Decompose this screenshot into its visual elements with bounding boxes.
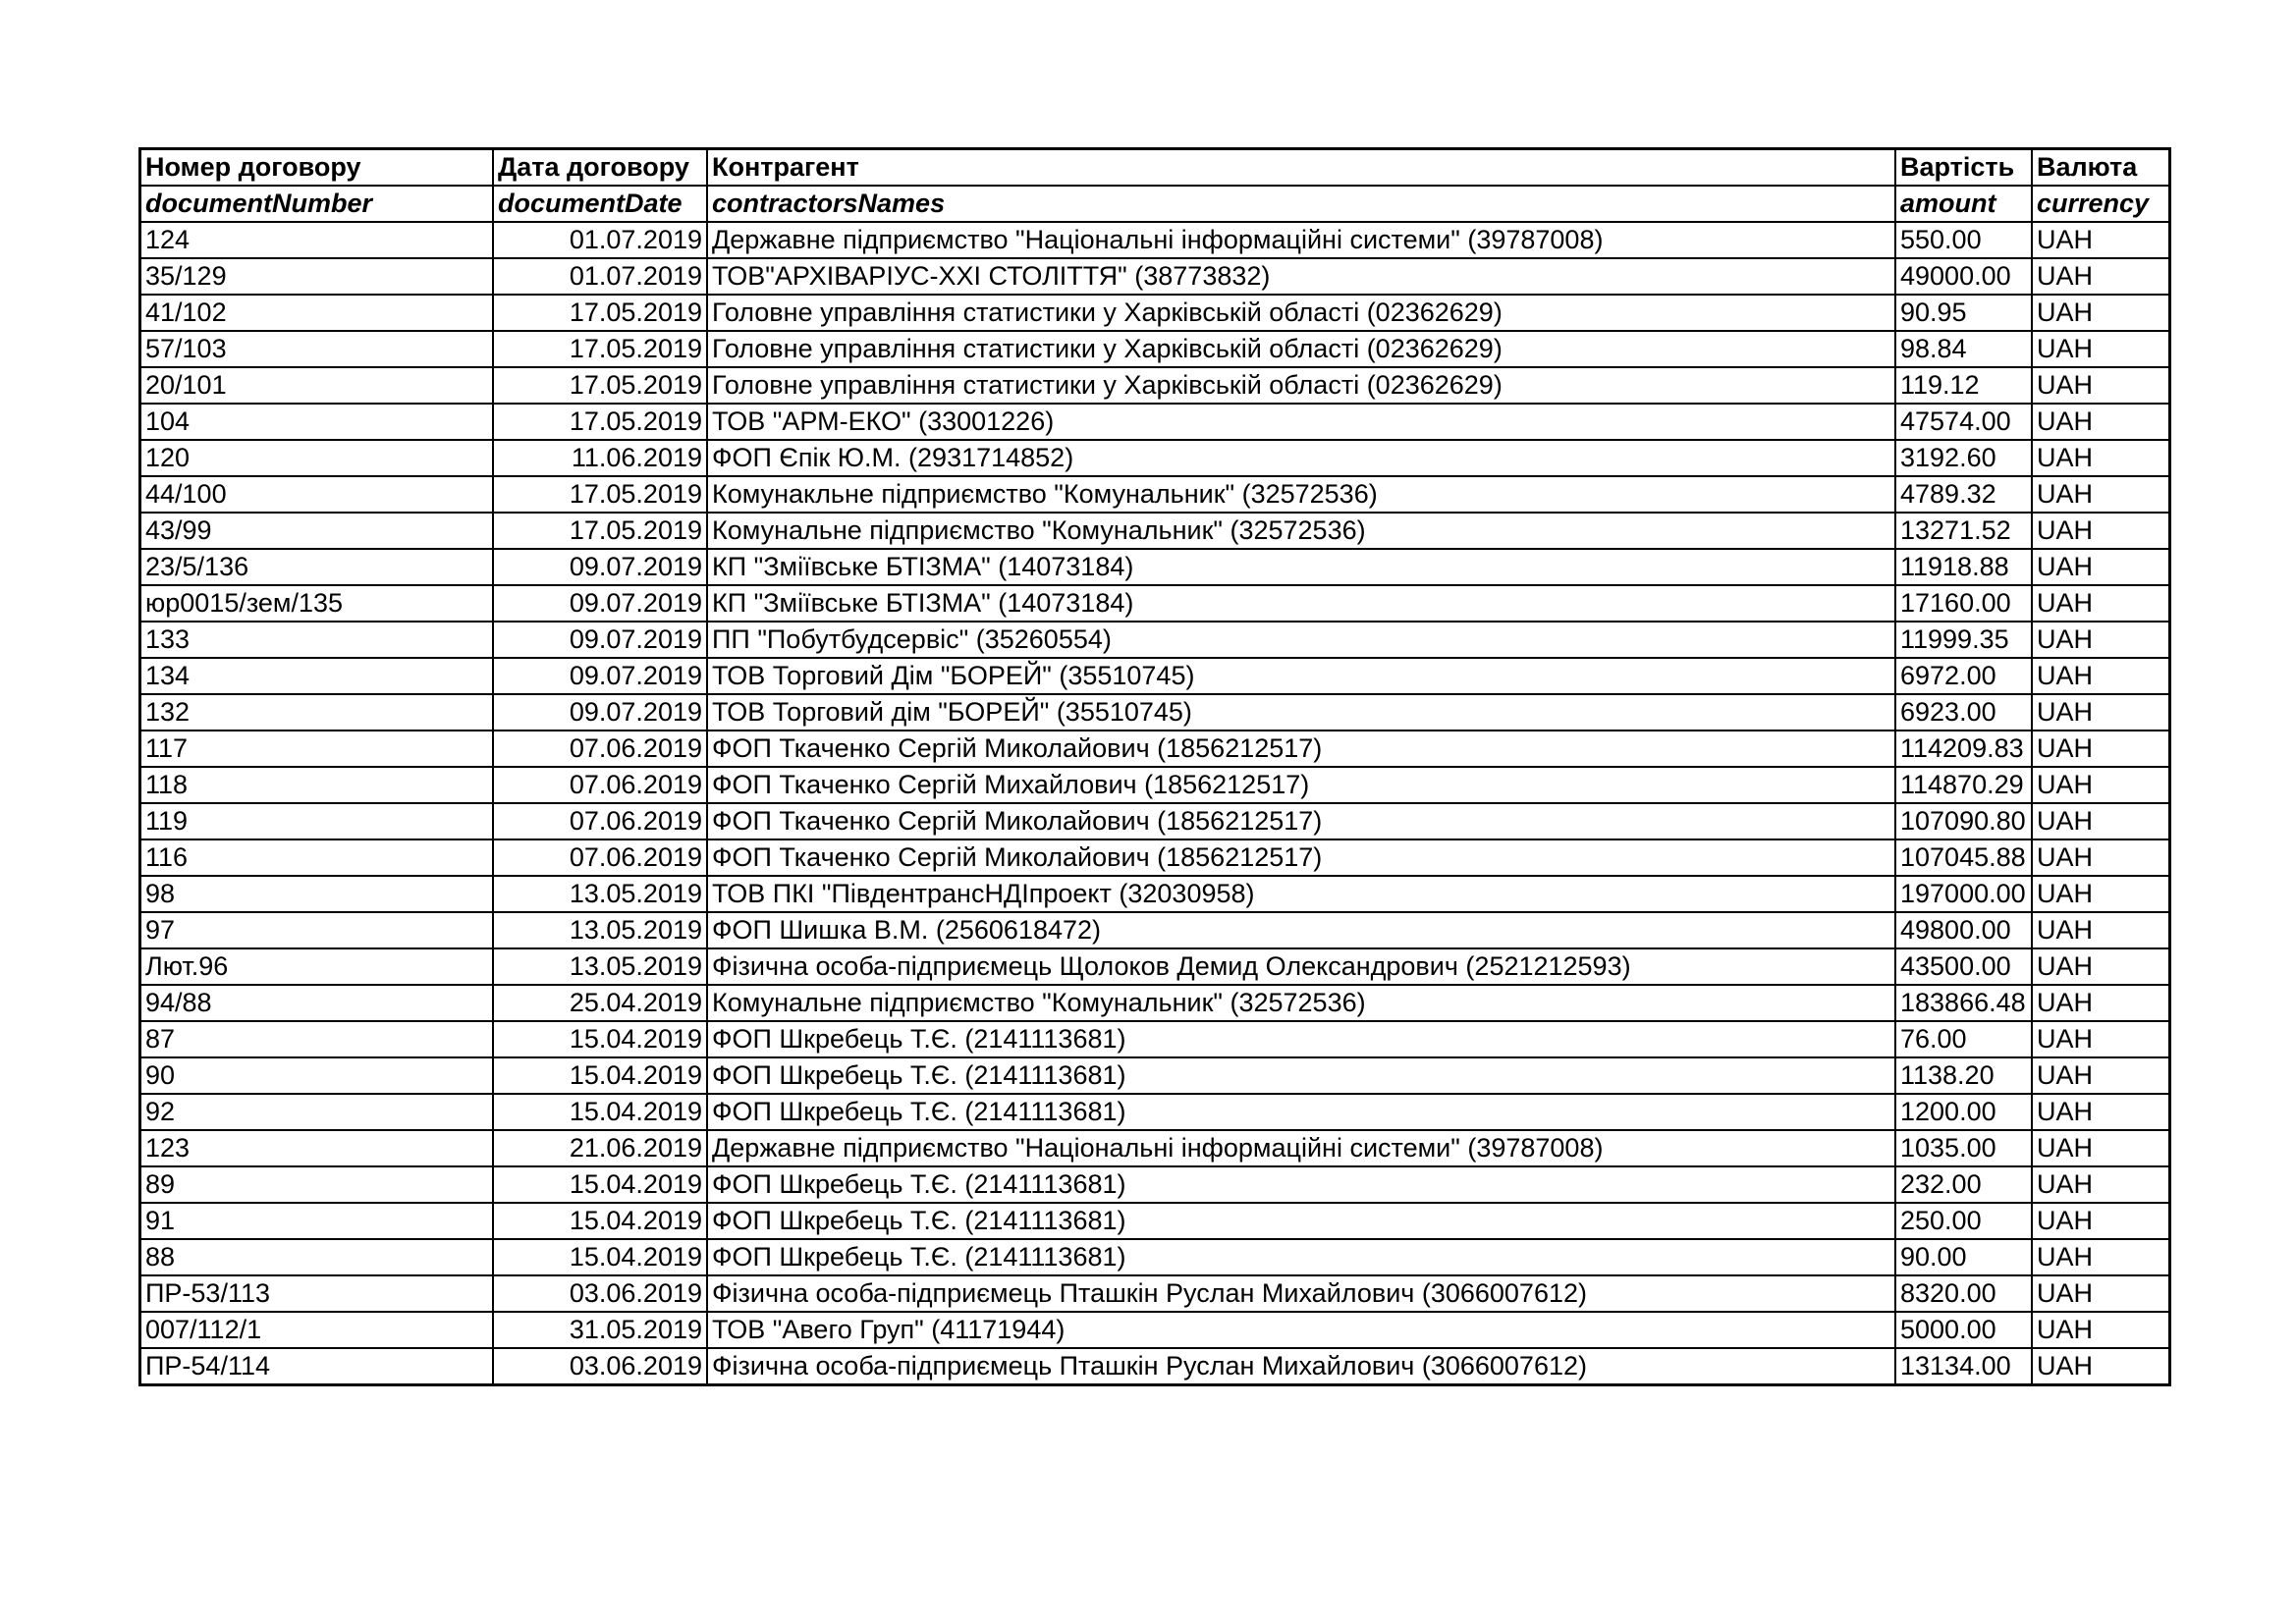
cell-amount: 250.00 bbox=[1895, 1203, 2032, 1239]
table-row bbox=[140, 1312, 2169, 1348]
cell-document-date: 11.06.2019 bbox=[493, 440, 707, 476]
cell-document-number: 123 bbox=[140, 1130, 493, 1166]
cell-amount: 550.00 bbox=[1895, 222, 2032, 258]
cell-contractor: Головне управління статистики у Харківській області (02362629) bbox=[707, 295, 1895, 331]
cell-document-date: 17.05.2019 bbox=[493, 513, 707, 549]
cell-document-number: ПР-54/114 bbox=[140, 1348, 493, 1384]
cell-currency: UAH bbox=[2032, 694, 2169, 731]
field-document-date: documentDate bbox=[493, 186, 707, 222]
cell-contractor: ФОП Шкребець Т.Є. (2141113681) bbox=[707, 1021, 1895, 1057]
header-document-number: Номер договору bbox=[140, 149, 493, 186]
cell-document-date: 31.05.2019 bbox=[493, 1312, 707, 1348]
header-row-labels bbox=[140, 149, 2169, 186]
cell-document-date: 17.05.2019 bbox=[493, 367, 707, 404]
table-row bbox=[140, 1166, 2169, 1203]
table-row bbox=[140, 295, 2169, 331]
cell-amount: 114870.29 bbox=[1895, 767, 2032, 803]
cell-amount: 1200.00 bbox=[1895, 1094, 2032, 1130]
cell-currency: UAH bbox=[2032, 948, 2169, 985]
table-row bbox=[140, 331, 2169, 367]
cell-document-number: 98 bbox=[140, 876, 493, 912]
cell-document-number: 90 bbox=[140, 1057, 493, 1094]
cell-currency: UAH bbox=[2032, 985, 2169, 1021]
cell-document-number: 94/88 bbox=[140, 985, 493, 1021]
table-row bbox=[140, 985, 2169, 1021]
cell-currency: UAH bbox=[2032, 1348, 2169, 1384]
cell-currency: UAH bbox=[2032, 258, 2169, 295]
cell-currency: UAH bbox=[2032, 1130, 2169, 1166]
cell-amount: 11999.35 bbox=[1895, 622, 2032, 658]
table-row bbox=[140, 222, 2169, 258]
cell-currency: UAH bbox=[2032, 331, 2169, 367]
cell-contractor: ФОП Шкребець Т.Є. (2141113681) bbox=[707, 1057, 1895, 1094]
table-row bbox=[140, 912, 2169, 948]
cell-amount: 76.00 bbox=[1895, 1021, 2032, 1057]
cell-amount: 90.00 bbox=[1895, 1239, 2032, 1275]
cell-amount: 1138.20 bbox=[1895, 1057, 2032, 1094]
cell-currency: UAH bbox=[2032, 839, 2169, 876]
field-amount: amount bbox=[1895, 186, 2032, 222]
cell-amount: 13271.52 bbox=[1895, 513, 2032, 549]
cell-amount: 49800.00 bbox=[1895, 912, 2032, 948]
cell-document-date: 07.06.2019 bbox=[493, 839, 707, 876]
table-row bbox=[140, 622, 2169, 658]
cell-contractor: ТОВ ПКІ "ПівдентрансНДІпроект (32030958) bbox=[707, 876, 1895, 912]
cell-amount: 107090.80 bbox=[1895, 803, 2032, 839]
field-document-number: documentNumber bbox=[140, 186, 493, 222]
cell-contractor: ФОП Шкребець Т.Є. (2141113681) bbox=[707, 1203, 1895, 1239]
cell-currency: UAH bbox=[2032, 440, 2169, 476]
table-row bbox=[140, 731, 2169, 767]
table-row bbox=[140, 948, 2169, 985]
table-row bbox=[140, 1348, 2169, 1384]
cell-amount: 90.95 bbox=[1895, 295, 2032, 331]
cell-document-number: 88 bbox=[140, 1239, 493, 1275]
cell-currency: UAH bbox=[2032, 1203, 2169, 1239]
header-amount: Вартість bbox=[1895, 149, 2032, 186]
cell-amount: 197000.00 bbox=[1895, 876, 2032, 912]
cell-contractor: Державне підприємство "Національні інформаційні системи" (39787008) bbox=[707, 222, 1895, 258]
cell-contractor: ФОП Ткаченко Сергій Миколайович (1856212517) bbox=[707, 839, 1895, 876]
cell-currency: UAH bbox=[2032, 404, 2169, 440]
cell-contractor: ФОП Єпік Ю.М. (2931714852) bbox=[707, 440, 1895, 476]
cell-document-date: 13.05.2019 bbox=[493, 948, 707, 985]
cell-currency: UAH bbox=[2032, 622, 2169, 658]
cell-currency: UAH bbox=[2032, 767, 2169, 803]
cell-contractor: ФОП Шкребець Т.Є. (2141113681) bbox=[707, 1239, 1895, 1275]
cell-contractor: ТОВ Торговий Дім "БОРЕЙ" (35510745) bbox=[707, 658, 1895, 694]
cell-contractor: ТОВ"АРХІВАРІУС-XXI СТОЛІТТЯ" (38773832) bbox=[707, 258, 1895, 295]
cell-amount: 98.84 bbox=[1895, 331, 2032, 367]
table-row bbox=[140, 440, 2169, 476]
cell-document-number: 35/129 bbox=[140, 258, 493, 295]
cell-document-number: 117 bbox=[140, 731, 493, 767]
cell-document-date: 15.04.2019 bbox=[493, 1021, 707, 1057]
cell-document-number: 92 bbox=[140, 1094, 493, 1130]
cell-contractor: ФОП Шишка В.М. (2560618472) bbox=[707, 912, 1895, 948]
cell-document-number: 007/112/1 bbox=[140, 1312, 493, 1348]
cell-amount: 6923.00 bbox=[1895, 694, 2032, 731]
cell-document-date: 07.06.2019 bbox=[493, 731, 707, 767]
cell-contractor: Головне управління статистики у Харківській області (02362629) bbox=[707, 367, 1895, 404]
cell-document-number: 133 bbox=[140, 622, 493, 658]
cell-amount: 47574.00 bbox=[1895, 404, 2032, 440]
table-row bbox=[140, 1203, 2169, 1239]
cell-contractor: ФОП Ткаченко Сергій Михайлович (1856212517) bbox=[707, 767, 1895, 803]
table-body bbox=[140, 222, 2169, 1384]
cell-contractor: ФОП Шкребець Т.Є. (2141113681) bbox=[707, 1094, 1895, 1130]
cell-document-date: 15.04.2019 bbox=[493, 1239, 707, 1275]
cell-contractor: ФОП Шкребець Т.Є. (2141113681) bbox=[707, 1166, 1895, 1203]
table-row bbox=[140, 1275, 2169, 1312]
table-row bbox=[140, 513, 2169, 549]
cell-amount: 232.00 bbox=[1895, 1166, 2032, 1203]
cell-document-date: 03.06.2019 bbox=[493, 1348, 707, 1384]
cell-document-date: 13.05.2019 bbox=[493, 876, 707, 912]
cell-contractor: Комунальне підприємство "Комунальник" (32572536) bbox=[707, 513, 1895, 549]
cell-document-number: 104 bbox=[140, 404, 493, 440]
cell-currency: UAH bbox=[2032, 222, 2169, 258]
cell-contractor: ТОВ "Авего Груп" (41171944) bbox=[707, 1312, 1895, 1348]
cell-amount: 183866.48 bbox=[1895, 985, 2032, 1021]
table-row bbox=[140, 1057, 2169, 1094]
cell-document-number: 132 bbox=[140, 694, 493, 731]
cell-document-date: 17.05.2019 bbox=[493, 404, 707, 440]
table-row bbox=[140, 367, 2169, 404]
cell-document-date: 09.07.2019 bbox=[493, 549, 707, 585]
cell-amount: 107045.88 bbox=[1895, 839, 2032, 876]
cell-currency: UAH bbox=[2032, 1166, 2169, 1203]
cell-contractor: Фізична особа-підприємець Щолоков Демид Олександрович (2521212593) bbox=[707, 948, 1895, 985]
cell-document-date: 15.04.2019 bbox=[493, 1094, 707, 1130]
header-row-field-names bbox=[140, 186, 2169, 222]
cell-contractor: КП "Зміївське БТІЗМА" (14073184) bbox=[707, 585, 1895, 622]
cell-amount: 43500.00 bbox=[1895, 948, 2032, 985]
cell-document-date: 17.05.2019 bbox=[493, 476, 707, 513]
cell-contractor: ПП "Побутбудсервіс" (35260554) bbox=[707, 622, 1895, 658]
cell-amount: 5000.00 bbox=[1895, 1312, 2032, 1348]
cell-currency: UAH bbox=[2032, 1275, 2169, 1312]
table-row bbox=[140, 1239, 2169, 1275]
cell-amount: 119.12 bbox=[1895, 367, 2032, 404]
cell-currency: UAH bbox=[2032, 876, 2169, 912]
cell-currency: UAH bbox=[2032, 912, 2169, 948]
cell-currency: UAH bbox=[2032, 295, 2169, 331]
cell-currency: UAH bbox=[2032, 803, 2169, 839]
cell-document-number: 43/99 bbox=[140, 513, 493, 549]
cell-contractor: ФОП Ткаченко Сергій Миколайович (1856212517) bbox=[707, 731, 1895, 767]
table-row bbox=[140, 549, 2169, 585]
cell-amount: 4789.32 bbox=[1895, 476, 2032, 513]
cell-currency: UAH bbox=[2032, 1094, 2169, 1130]
cell-document-date: 03.06.2019 bbox=[493, 1275, 707, 1312]
cell-document-date: 09.07.2019 bbox=[493, 622, 707, 658]
table-row bbox=[140, 767, 2169, 803]
cell-document-number: 41/102 bbox=[140, 295, 493, 331]
cell-contractor: Головне управління статистики у Харківській області (02362629) bbox=[707, 331, 1895, 367]
cell-amount: 3192.60 bbox=[1895, 440, 2032, 476]
cell-currency: UAH bbox=[2032, 658, 2169, 694]
cell-contractor: ТОВ Торговий дім "БОРЕЙ" (35510745) bbox=[707, 694, 1895, 731]
cell-amount: 114209.83 bbox=[1895, 731, 2032, 767]
cell-currency: UAH bbox=[2032, 1021, 2169, 1057]
cell-currency: UAH bbox=[2032, 1239, 2169, 1275]
cell-document-number: ПР-53/113 bbox=[140, 1275, 493, 1312]
cell-contractor: Комунальне підприємство "Комунальник" (32572536) bbox=[707, 985, 1895, 1021]
table-row bbox=[140, 476, 2169, 513]
cell-amount: 11918.88 bbox=[1895, 549, 2032, 585]
cell-amount: 13134.00 bbox=[1895, 1348, 2032, 1384]
table-row bbox=[140, 839, 2169, 876]
cell-document-number: 20/101 bbox=[140, 367, 493, 404]
cell-document-date: 13.05.2019 bbox=[493, 912, 707, 948]
cell-document-date: 15.04.2019 bbox=[493, 1203, 707, 1239]
table-row bbox=[140, 1094, 2169, 1130]
cell-currency: UAH bbox=[2032, 731, 2169, 767]
cell-amount: 1035.00 bbox=[1895, 1130, 2032, 1166]
header-currency: Валюта bbox=[2032, 149, 2169, 186]
cell-document-number: 120 bbox=[140, 440, 493, 476]
cell-document-date: 09.07.2019 bbox=[493, 585, 707, 622]
cell-document-number: 89 bbox=[140, 1166, 493, 1203]
cell-document-number: 124 bbox=[140, 222, 493, 258]
cell-document-date: 15.04.2019 bbox=[493, 1166, 707, 1203]
cell-document-date: 01.07.2019 bbox=[493, 222, 707, 258]
field-currency: currency bbox=[2032, 186, 2169, 222]
table-row bbox=[140, 585, 2169, 622]
cell-document-date: 21.06.2019 bbox=[493, 1130, 707, 1166]
cell-document-number: 44/100 bbox=[140, 476, 493, 513]
table-row bbox=[140, 404, 2169, 440]
cell-document-number: 116 bbox=[140, 839, 493, 876]
cell-document-date: 09.07.2019 bbox=[493, 658, 707, 694]
cell-document-date: 09.07.2019 bbox=[493, 694, 707, 731]
cell-document-date: 17.05.2019 bbox=[493, 295, 707, 331]
cell-document-date: 07.06.2019 bbox=[493, 803, 707, 839]
cell-document-number: 91 bbox=[140, 1203, 493, 1239]
cell-contractor: Фізична особа-підприємець Пташкін Руслан Михайлович (3066007612) bbox=[707, 1348, 1895, 1384]
cell-document-number: 57/103 bbox=[140, 331, 493, 367]
cell-contractor: Державне підприємство "Національні інформаційні системи" (39787008) bbox=[707, 1130, 1895, 1166]
table-row bbox=[140, 258, 2169, 295]
cell-document-number: юр0015/зем/135 bbox=[140, 585, 493, 622]
cell-amount: 17160.00 bbox=[1895, 585, 2032, 622]
table-row bbox=[140, 694, 2169, 731]
cell-document-number: 119 bbox=[140, 803, 493, 839]
cell-contractor: КП "Зміївське БТІЗМА" (14073184) bbox=[707, 549, 1895, 585]
header-document-date: Дата договору bbox=[493, 149, 707, 186]
cell-currency: UAH bbox=[2032, 1057, 2169, 1094]
cell-contractor: ТОВ "АРМ-ЕКО" (33001226) bbox=[707, 404, 1895, 440]
field-contractor: contractorsNames bbox=[707, 186, 1895, 222]
cell-currency: UAH bbox=[2032, 476, 2169, 513]
table-row bbox=[140, 658, 2169, 694]
table-row bbox=[140, 876, 2169, 912]
cell-amount: 8320.00 bbox=[1895, 1275, 2032, 1312]
cell-document-number: 87 bbox=[140, 1021, 493, 1057]
cell-document-date: 17.05.2019 bbox=[493, 331, 707, 367]
table-row bbox=[140, 803, 2169, 839]
cell-document-date: 15.04.2019 bbox=[493, 1057, 707, 1094]
cell-currency: UAH bbox=[2032, 1312, 2169, 1348]
contracts-table bbox=[139, 148, 2170, 1385]
cell-document-date: 01.07.2019 bbox=[493, 258, 707, 295]
cell-contractor: Фізична особа-підприємець Пташкін Руслан Михайлович (3066007612) bbox=[707, 1275, 1895, 1312]
cell-contractor: Комунакльне підприємство "Комунальник" (32572536) bbox=[707, 476, 1895, 513]
table-row bbox=[140, 1130, 2169, 1166]
cell-document-date: 25.04.2019 bbox=[493, 985, 707, 1021]
cell-currency: UAH bbox=[2032, 549, 2169, 585]
cell-currency: UAH bbox=[2032, 585, 2169, 622]
table-row bbox=[140, 1021, 2169, 1057]
cell-document-number: 97 bbox=[140, 912, 493, 948]
cell-amount: 49000.00 bbox=[1895, 258, 2032, 295]
cell-document-date: 07.06.2019 bbox=[493, 767, 707, 803]
cell-document-number: 118 bbox=[140, 767, 493, 803]
cell-document-number: Лют.96 bbox=[140, 948, 493, 985]
cell-contractor: ФОП Ткаченко Сергій Миколайович (1856212517) bbox=[707, 803, 1895, 839]
cell-currency: UAH bbox=[2032, 513, 2169, 549]
cell-document-number: 23/5/136 bbox=[140, 549, 493, 585]
cell-amount: 6972.00 bbox=[1895, 658, 2032, 694]
cell-document-number: 134 bbox=[140, 658, 493, 694]
cell-currency: UAH bbox=[2032, 367, 2169, 404]
header-contractor: Контрагент bbox=[707, 149, 1895, 186]
